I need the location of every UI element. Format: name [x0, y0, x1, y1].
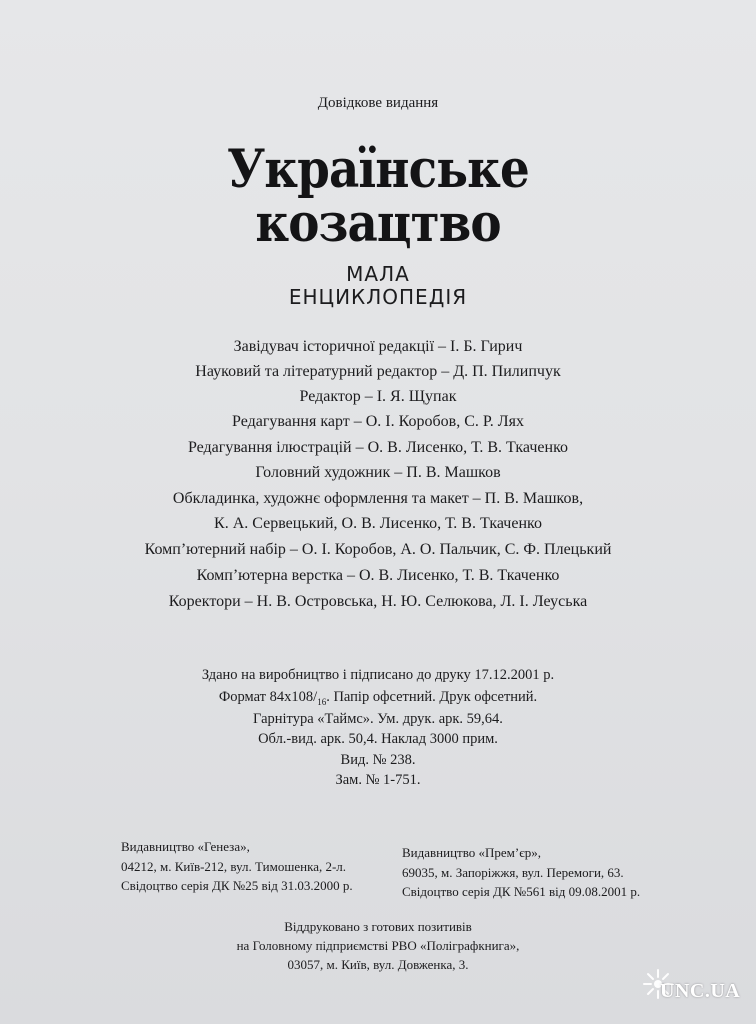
imprint-format [0, 690, 756, 707]
imprint-line: Зам. № 1-751. [335, 772, 421, 788]
book-title-line1: Українське [227, 139, 529, 200]
publisher-right-line: 69035, м. Запоріжжя, вул. Перемоги, 63. [402, 865, 624, 880]
edition-type: Довідкове видання [317, 95, 439, 111]
imprint-line: Вид. № 238. [340, 752, 416, 768]
credit-line: Комп’ютерний набір – О. І. Коробов, А. О. Пальчик, С. Ф. Плецький [144, 541, 612, 558]
credit-line: К. А. Сервецький, О. В. Лисенко, Т. В. Ткаченко [214, 515, 542, 532]
imprint-line: Здано на виробництво і підписано до друку 17.12.2001 р. [201, 667, 555, 683]
watermark-text: UNC.UA [660, 980, 741, 1002]
credit-line: Завідувач історичної редакції – І. Б. Гирич [233, 338, 523, 355]
format-suffix: . Папір офсетний. Друк офсетний. [326, 689, 538, 705]
publisher-right-line: Свідоцтво серія ДК №561 від 09.08.2001 р. [402, 884, 641, 899]
format-prefix: Формат 84x108/ [218, 689, 318, 705]
printed-by-line: 03057, м. Київ, вул. Довженка, 3. [287, 957, 469, 972]
credit-line: Редактор – І. Я. Щупак [299, 388, 457, 405]
credit-line: Редагування ілюстрацій – О. В. Лисенко, Т. В. Ткаченко [187, 439, 569, 456]
credit-line: Редагування карт – О. І. Коробов, С. Р. Лях [232, 413, 524, 430]
publisher-left-line: Видавництво «Генеза», [121, 839, 250, 854]
credit-line: Головний художник – П. В. Машков [255, 464, 501, 481]
imprint-line: Обл.-вид. арк. 50,4. Наклад 3000 прим. [258, 731, 498, 747]
publisher-right-line: Видавництво «Прем’єр», [402, 845, 542, 860]
format-sub: 16 [317, 696, 327, 707]
printed-by-line: на Головному підприємстві РВО «Поліграфкнига», [236, 938, 520, 953]
credit-line: Обкладинка, художнє оформлення та макет – П. В. Машков, [172, 490, 584, 507]
imprint-line: Гарнітура «Таймс». Ум. друк. арк. 59,64. [253, 711, 503, 727]
publisher-left-line: Свідоцтво серія ДК №25 від 31.03.2000 р. [121, 878, 353, 893]
subtitle-line2: ЕНЦИКЛОПЕДІЯ [288, 285, 468, 309]
publisher-left-line: 04212, м. Київ-212, вул. Тимошенка, 2-л. [121, 859, 347, 874]
book-title-line2: козацтво [255, 193, 501, 254]
credit-line: Науковий та літературний редактор – Д. П. Пилипчук [195, 363, 561, 380]
printed-by-line: Віддруковано з готових позитивів [284, 919, 472, 934]
subtitle-line1: МАЛА [346, 262, 410, 286]
credit-line: Коректори – Н. В. Островська, Н. Ю. Селюкова, Л. І. Леуська [168, 593, 588, 610]
credit-line: Комп’ютерна верстка – О. В. Лисенко, Т. В. Ткаченко [196, 567, 560, 584]
